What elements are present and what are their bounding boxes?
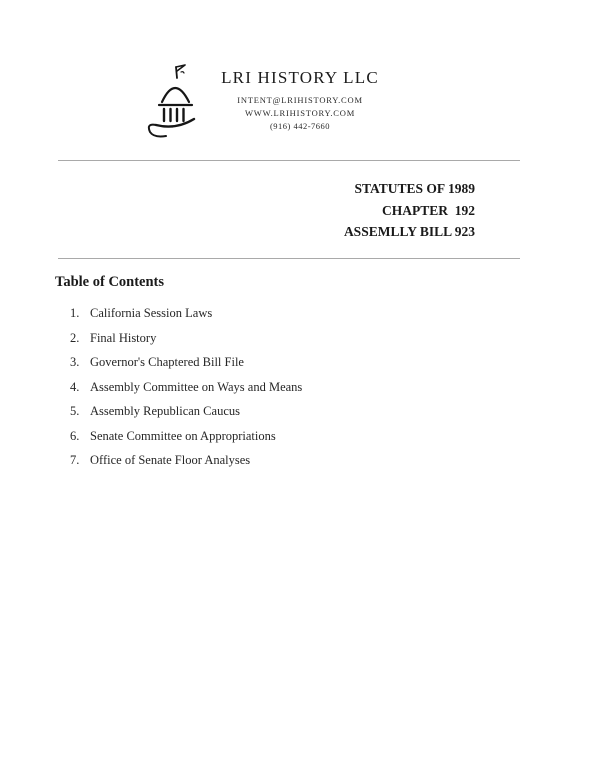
toc-item-number: 1. xyxy=(70,306,80,320)
case-header xyxy=(58,178,520,243)
toc-item-label: Office of Senate Floor Analyses xyxy=(90,453,251,467)
toc-item-label: Assembly Committee on Ways and Means xyxy=(90,379,303,394)
company-website: WWW.LRIHISTORY.COM xyxy=(244,108,356,118)
toc-item-number: 4. xyxy=(70,379,80,394)
toc-item xyxy=(70,306,510,331)
toc-item-label: Final History xyxy=(90,330,157,345)
letterhead-text xyxy=(0,68,600,133)
divider-top xyxy=(58,160,520,161)
divider-middle xyxy=(58,258,520,259)
toc-item xyxy=(70,453,510,478)
bill-line: ASSEMLLY BILL 923 xyxy=(343,224,475,239)
chapter-line: CHAPTER 192 xyxy=(381,202,475,218)
toc-item-number: 2. xyxy=(70,330,80,345)
company-email: INTENT@LRIHISTORY.COM xyxy=(237,95,363,105)
toc-item-number: 7. xyxy=(70,453,80,467)
company-name: LRI HISTORY LLC xyxy=(221,68,379,87)
toc-item-number: 6. xyxy=(70,428,80,443)
toc-item-label: California Session Laws xyxy=(90,306,213,320)
toc-item-label: Senate Committee on Appropriations xyxy=(90,428,276,443)
toc-item xyxy=(70,429,510,454)
toc-item xyxy=(70,404,510,429)
company-phone: (916) 442-7660 xyxy=(269,121,331,131)
toc-title: Table of Contents xyxy=(55,274,165,290)
toc-list xyxy=(70,306,510,478)
toc-item-label: Governor's Chaptered Bill File xyxy=(90,355,244,369)
toc-item xyxy=(70,380,510,405)
toc-item-label: Assembly Republican Caucus xyxy=(90,404,240,418)
toc-item-number: 5. xyxy=(70,404,80,418)
toc-item xyxy=(70,331,510,356)
toc-item-number: 3. xyxy=(70,355,80,369)
letterhead xyxy=(0,58,600,153)
toc-item xyxy=(70,355,510,380)
statutes-line: STATUTES OF 1989 xyxy=(354,181,475,196)
